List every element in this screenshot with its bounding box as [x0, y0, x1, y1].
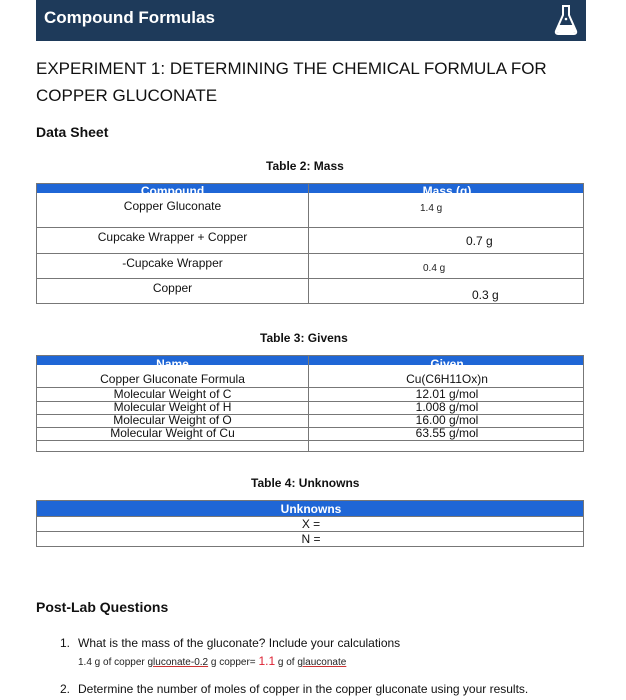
table-row: Molecular Weight of C [113, 387, 232, 401]
table4-caption: Table 4: Unknowns [251, 476, 360, 490]
table-cell-value: Cu(C6H11Ox)n [406, 372, 488, 386]
question-2: Determine the number of moles of copper in the copper gluconate using your results. [78, 682, 529, 696]
table-cell-value: 12.01 g/mol [415, 387, 479, 401]
table-row: Copper [152, 281, 193, 295]
table-cell-value: 0.4 g [423, 263, 446, 274]
table4-header: Unknowns [280, 502, 342, 516]
answer-text: glauconate [297, 657, 347, 668]
table3-col1-header: Name [156, 357, 189, 371]
table-row: Molecular Weight of O [113, 413, 232, 427]
table-row: Molecular Weight of Cu [110, 426, 235, 440]
unknowns-table [36, 500, 584, 547]
table-cell-value: 1.008 g/mol [415, 400, 479, 414]
table-cell-value: 63.55 g/mol [415, 426, 479, 440]
table-row: Molecular Weight of H [113, 400, 232, 414]
question-1-number: 1. [60, 636, 71, 650]
table-row: Copper Gluconate [123, 199, 222, 213]
answer-text: g copper= [210, 657, 256, 668]
table2-col2-header: Mass (g) [422, 184, 472, 198]
question-1-answer [78, 654, 346, 668]
table-cell-value: 16.00 g/mol [415, 413, 479, 427]
question-2-number: 2. [60, 682, 71, 696]
answer-text: 1.4 g of copper [78, 657, 145, 668]
post-lab-heading: Post-Lab Questions [36, 599, 169, 615]
table-row: Cupcake Wrapper + Copper [97, 230, 248, 244]
table3-caption: Table 3: Givens [260, 331, 348, 345]
page-title: Compound Formulas [44, 8, 215, 27]
data-sheet-heading: Data Sheet [36, 124, 109, 140]
table-row: X = [301, 517, 321, 531]
table-row: Copper Gluconate Formula [100, 372, 245, 386]
answer-text: g of [277, 657, 295, 668]
table2-col1-header: Compound [140, 184, 205, 198]
table3-col2-header: Given [430, 357, 464, 371]
mass-table [36, 183, 584, 304]
table-cell-value: 0.3 g [472, 288, 499, 302]
answer-result: 1.1 [258, 654, 276, 668]
table-cell-value: 1.4 g [420, 203, 443, 214]
table2-caption: Table 2: Mass [266, 159, 344, 173]
experiment-title: EXPERIMENT 1: DETERMINING THE CHEMICAL FORMULA FOR COPPER GLUCONATE [36, 59, 547, 105]
flask-icon [552, 3, 580, 37]
answer-text: gluconate-0.2 [147, 657, 209, 668]
table-row: -Cupcake Wrapper [122, 256, 223, 270]
question-1: What is the mass of the gluconate? Include your calculations [78, 636, 401, 650]
table-cell-value: 0.7 g [466, 234, 493, 248]
table-row: N = [301, 532, 321, 546]
givens-table [36, 355, 584, 452]
header-bar [36, 0, 586, 41]
